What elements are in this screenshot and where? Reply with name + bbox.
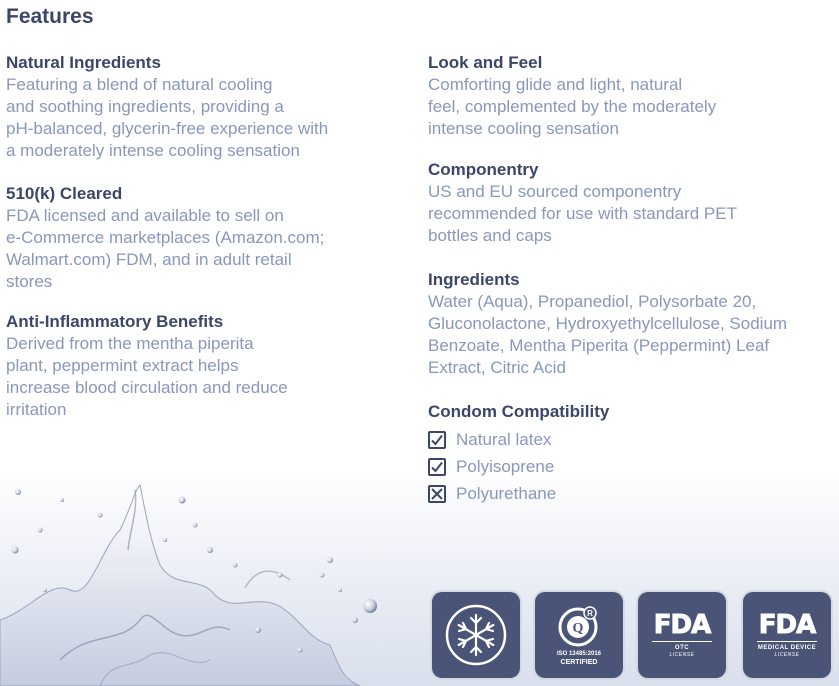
fda-medical-device-badge	[743, 592, 831, 678]
condom-compatibility	[428, 401, 833, 507]
feature-anti-inflammatory	[6, 311, 406, 421]
feature-componentry	[428, 159, 833, 247]
iso-certified-label: CERTIFIED	[560, 659, 598, 666]
svg-text:Q: Q	[572, 621, 584, 636]
feature-heading: Componentry	[428, 160, 539, 179]
feature-body: Water (Aqua), Propanediol, Polysorbate 20, Gluconolactone, Hydroxyethylcellulose, Sodium Benzoate, Mentha Piperita (Peppermint) Leaf Extract, Citric Acid	[428, 292, 788, 377]
iso-certified-badge	[535, 592, 623, 678]
compatibility-label: Polyurethane	[456, 483, 557, 503]
fda-medical-device-label: MEDICAL DEVICE	[757, 645, 817, 651]
checkmark-icon	[428, 431, 446, 449]
compatibility-label: Natural latex	[456, 429, 552, 449]
feature-heading: 510(k) Cleared	[6, 184, 123, 203]
water-splash-image	[0, 470, 430, 686]
feature-body: FDA licensed and available to sell on e-Commerce marketplaces (Amazon.com; Walmart.com) FDM, and in adult retail stores	[6, 206, 325, 291]
page-title: Features	[6, 5, 94, 28]
feature-510k-cleared	[6, 183, 406, 293]
snowflake-icon	[444, 603, 508, 667]
fda-otc-badge	[638, 592, 726, 678]
feature-body: Comforting glide and light, natural feel, complemented by the moderately intense cooling sensation	[428, 75, 717, 138]
compatibility-label: Polyisoprene	[456, 456, 555, 476]
fda-license-label: LICENSE	[774, 652, 800, 658]
svg-text:R: R	[587, 609, 593, 618]
checkmark-icon	[428, 458, 446, 476]
feature-body: Derived from the mentha piperita plant, peppermint extract helps increase blood circulation and reduce irritation	[6, 334, 288, 419]
feature-natural-ingredients	[6, 52, 406, 162]
feature-heading: Look and Feel	[428, 53, 543, 72]
iso-logo-icon	[556, 603, 602, 649]
fda-license-label: LICENSE	[669, 652, 695, 658]
cooling-badge	[432, 592, 520, 678]
feature-heading: Natural Ingredients	[6, 53, 161, 72]
compatibility-heading: Condom Compatibility	[428, 402, 610, 421]
feature-ingredients	[428, 269, 833, 379]
fda-logo-icon: FDA	[758, 610, 816, 640]
fda-logo-icon: FDA	[653, 610, 711, 640]
compatibility-item-natural-latex	[428, 426, 833, 453]
fda-otc-label: OTC	[674, 645, 690, 651]
feature-look-and-feel	[428, 52, 833, 140]
compatibility-list	[428, 426, 833, 507]
compatibility-item-polyurethane	[428, 480, 833, 507]
feature-heading: Anti-Inflammatory Benefits	[6, 312, 224, 331]
iso-standard-label: ISO 13485:2016	[556, 651, 602, 657]
compatibility-item-polyisoprene	[428, 453, 833, 480]
feature-body: US and EU sourced componentry recommended for use with standard PET bottles and caps	[428, 182, 737, 245]
feature-heading: Ingredients	[428, 270, 520, 289]
cross-icon	[428, 485, 446, 503]
feature-body: Featuring a blend of natural cooling and soothing ingredients, providing a pH-balanced, glycerin-free experience with a moderately intense cooling sensation	[6, 75, 329, 160]
